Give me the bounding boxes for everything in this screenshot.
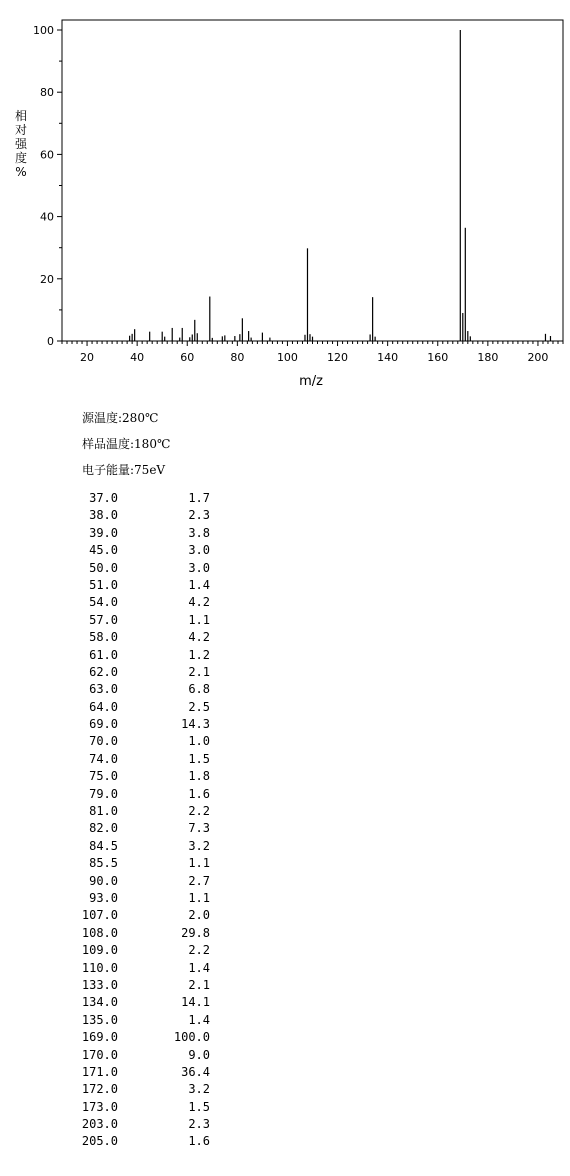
peak-mz: 61.0 bbox=[89, 647, 118, 662]
peak-intensity: 1.5 bbox=[188, 1099, 210, 1114]
x-tick-label: 40 bbox=[130, 351, 145, 364]
x-tick-label: 200 bbox=[527, 351, 549, 364]
y-axis-label-char: % bbox=[15, 165, 27, 179]
peak-mz: 70.0 bbox=[89, 734, 118, 749]
y-axis-label-char: 度 bbox=[14, 151, 28, 165]
peak-intensity: 1.1 bbox=[188, 890, 210, 905]
peak-mz: 205.0 bbox=[81, 1134, 118, 1149]
peak-intensity: 36.4 bbox=[181, 1064, 210, 1079]
y-axis-label-char: 对 bbox=[14, 123, 28, 137]
peak-intensity: 2.5 bbox=[188, 699, 210, 714]
peak-intensity: 1.4 bbox=[188, 960, 210, 975]
peak-intensity: 4.2 bbox=[188, 630, 210, 645]
peak-intensity: 100.0 bbox=[173, 1030, 210, 1045]
source-temperature: 源温度:280℃ bbox=[82, 411, 159, 425]
plot-border bbox=[62, 20, 563, 341]
x-axis-label: m/z bbox=[299, 374, 323, 389]
peak-mz: 93.0 bbox=[89, 890, 118, 905]
peak-mz: 82.0 bbox=[89, 821, 118, 836]
x-tick-label: 60 bbox=[180, 351, 195, 364]
peak-mz: 69.0 bbox=[89, 717, 118, 732]
peak-mz: 135.0 bbox=[81, 1012, 118, 1027]
peak-intensity: 4.2 bbox=[188, 595, 210, 610]
peak-mz: 62.0 bbox=[89, 664, 118, 679]
peak-intensity: 6.8 bbox=[188, 682, 210, 697]
y-axis bbox=[33, 24, 62, 348]
peak-intensity: 1.5 bbox=[188, 751, 210, 766]
peak-mz: 134.0 bbox=[81, 995, 118, 1010]
x-tick-label: 20 bbox=[80, 351, 95, 364]
peak-mz: 39.0 bbox=[89, 525, 118, 540]
sample-temperature: 样品温度:180℃ bbox=[82, 437, 171, 451]
peak-intensity: 3.0 bbox=[188, 560, 210, 575]
x-tick-label: 80 bbox=[230, 351, 245, 364]
peak-intensity: 1.7 bbox=[188, 491, 210, 505]
peak-intensity: 2.0 bbox=[188, 908, 210, 923]
y-axis-label bbox=[15, 108, 28, 179]
peak-intensity: 1.4 bbox=[188, 1012, 210, 1027]
peak-intensity: 2.1 bbox=[188, 977, 210, 992]
peak-mz: 81.0 bbox=[89, 804, 118, 819]
electron-energy: 电子能量:75eV bbox=[82, 463, 166, 477]
peak-mz: 203.0 bbox=[81, 1117, 118, 1132]
peak-intensity: 1.2 bbox=[188, 647, 210, 662]
peak-intensity: 1.8 bbox=[188, 769, 210, 784]
peak-intensity: 2.2 bbox=[188, 943, 210, 958]
peak-mz: 133.0 bbox=[81, 977, 118, 992]
y-axis-label-char: 强 bbox=[14, 137, 28, 151]
x-tick-label: 160 bbox=[427, 351, 449, 364]
y-tick-label: 40 bbox=[40, 210, 54, 224]
peak-mz: 57.0 bbox=[89, 612, 118, 627]
peak-intensity: 1.1 bbox=[188, 856, 210, 871]
peak-intensity: 2.2 bbox=[188, 804, 210, 819]
peak-mz: 109.0 bbox=[81, 943, 118, 958]
peak-intensity: 29.8 bbox=[181, 925, 210, 940]
peak-mz: 45.0 bbox=[89, 543, 118, 558]
y-tick-label: 0 bbox=[47, 335, 54, 348]
peak-intensity: 1.0 bbox=[188, 734, 210, 749]
peak-intensity: 14.1 bbox=[181, 995, 210, 1010]
x-tick-label: 140 bbox=[377, 351, 399, 364]
peak-mz: 51.0 bbox=[89, 577, 118, 592]
peak-intensity: 2.3 bbox=[188, 508, 210, 523]
peak-mz: 50.0 bbox=[89, 560, 118, 575]
peak-mz: 169.0 bbox=[81, 1030, 118, 1045]
peak-mz: 85.5 bbox=[89, 856, 118, 871]
peak-mz: 171.0 bbox=[81, 1064, 118, 1079]
peak-bars bbox=[130, 30, 551, 341]
peak-mz: 108.0 bbox=[81, 925, 118, 940]
peak-intensity: 3.2 bbox=[188, 838, 210, 853]
x-axis bbox=[62, 341, 563, 364]
peak-mz: 110.0 bbox=[81, 960, 118, 975]
peak-intensity: 1.6 bbox=[188, 1134, 210, 1149]
y-tick-label: 60 bbox=[40, 148, 54, 162]
peak-intensity: 1.6 bbox=[188, 786, 210, 801]
x-tick-label: 180 bbox=[477, 351, 499, 364]
peak-mz: 172.0 bbox=[81, 1082, 118, 1097]
peak-mz: 74.0 bbox=[89, 751, 118, 766]
x-tick-label: 100 bbox=[276, 351, 298, 364]
peak-mz: 84.5 bbox=[89, 838, 118, 853]
plot-frame bbox=[62, 20, 563, 341]
x-tick-label: 120 bbox=[327, 351, 349, 364]
peak-mz: 38.0 bbox=[89, 508, 118, 523]
peak-intensity: 3.0 bbox=[188, 543, 210, 558]
peak-mz: 173.0 bbox=[81, 1099, 118, 1114]
y-tick-label: 100 bbox=[33, 24, 54, 37]
peak-intensity: 14.3 bbox=[181, 717, 210, 732]
peak-intensity: 1.4 bbox=[188, 577, 210, 592]
peak-intensity: 9.0 bbox=[188, 1047, 210, 1062]
y-tick-label: 20 bbox=[40, 272, 54, 286]
peak-intensity: 3.2 bbox=[188, 1082, 210, 1097]
mass-spectrum-chart bbox=[0, 0, 570, 400]
peak-intensity: 2.1 bbox=[188, 664, 210, 679]
peak-mz: 107.0 bbox=[81, 908, 118, 923]
peak-mz: 54.0 bbox=[89, 595, 118, 610]
peak-mz: 63.0 bbox=[89, 682, 118, 697]
peak-mz: 90.0 bbox=[89, 873, 118, 888]
peak-mz: 64.0 bbox=[89, 699, 118, 714]
y-tick-label: 80 bbox=[40, 86, 54, 100]
y-axis-label-char: 相 bbox=[14, 109, 28, 123]
peak-mz: 79.0 bbox=[89, 786, 118, 801]
peak-intensity: 3.8 bbox=[188, 525, 210, 540]
peak-intensity: 7.3 bbox=[188, 821, 210, 836]
peak-intensity: 2.7 bbox=[188, 873, 210, 888]
peak-mz: 58.0 bbox=[89, 630, 118, 645]
peak-mz: 75.0 bbox=[89, 769, 118, 784]
peak-mz: 170.0 bbox=[81, 1047, 118, 1062]
peak-intensity: 2.3 bbox=[188, 1117, 210, 1132]
peak-intensity: 1.1 bbox=[188, 612, 210, 627]
peak-mz: 37.0 bbox=[89, 491, 118, 505]
